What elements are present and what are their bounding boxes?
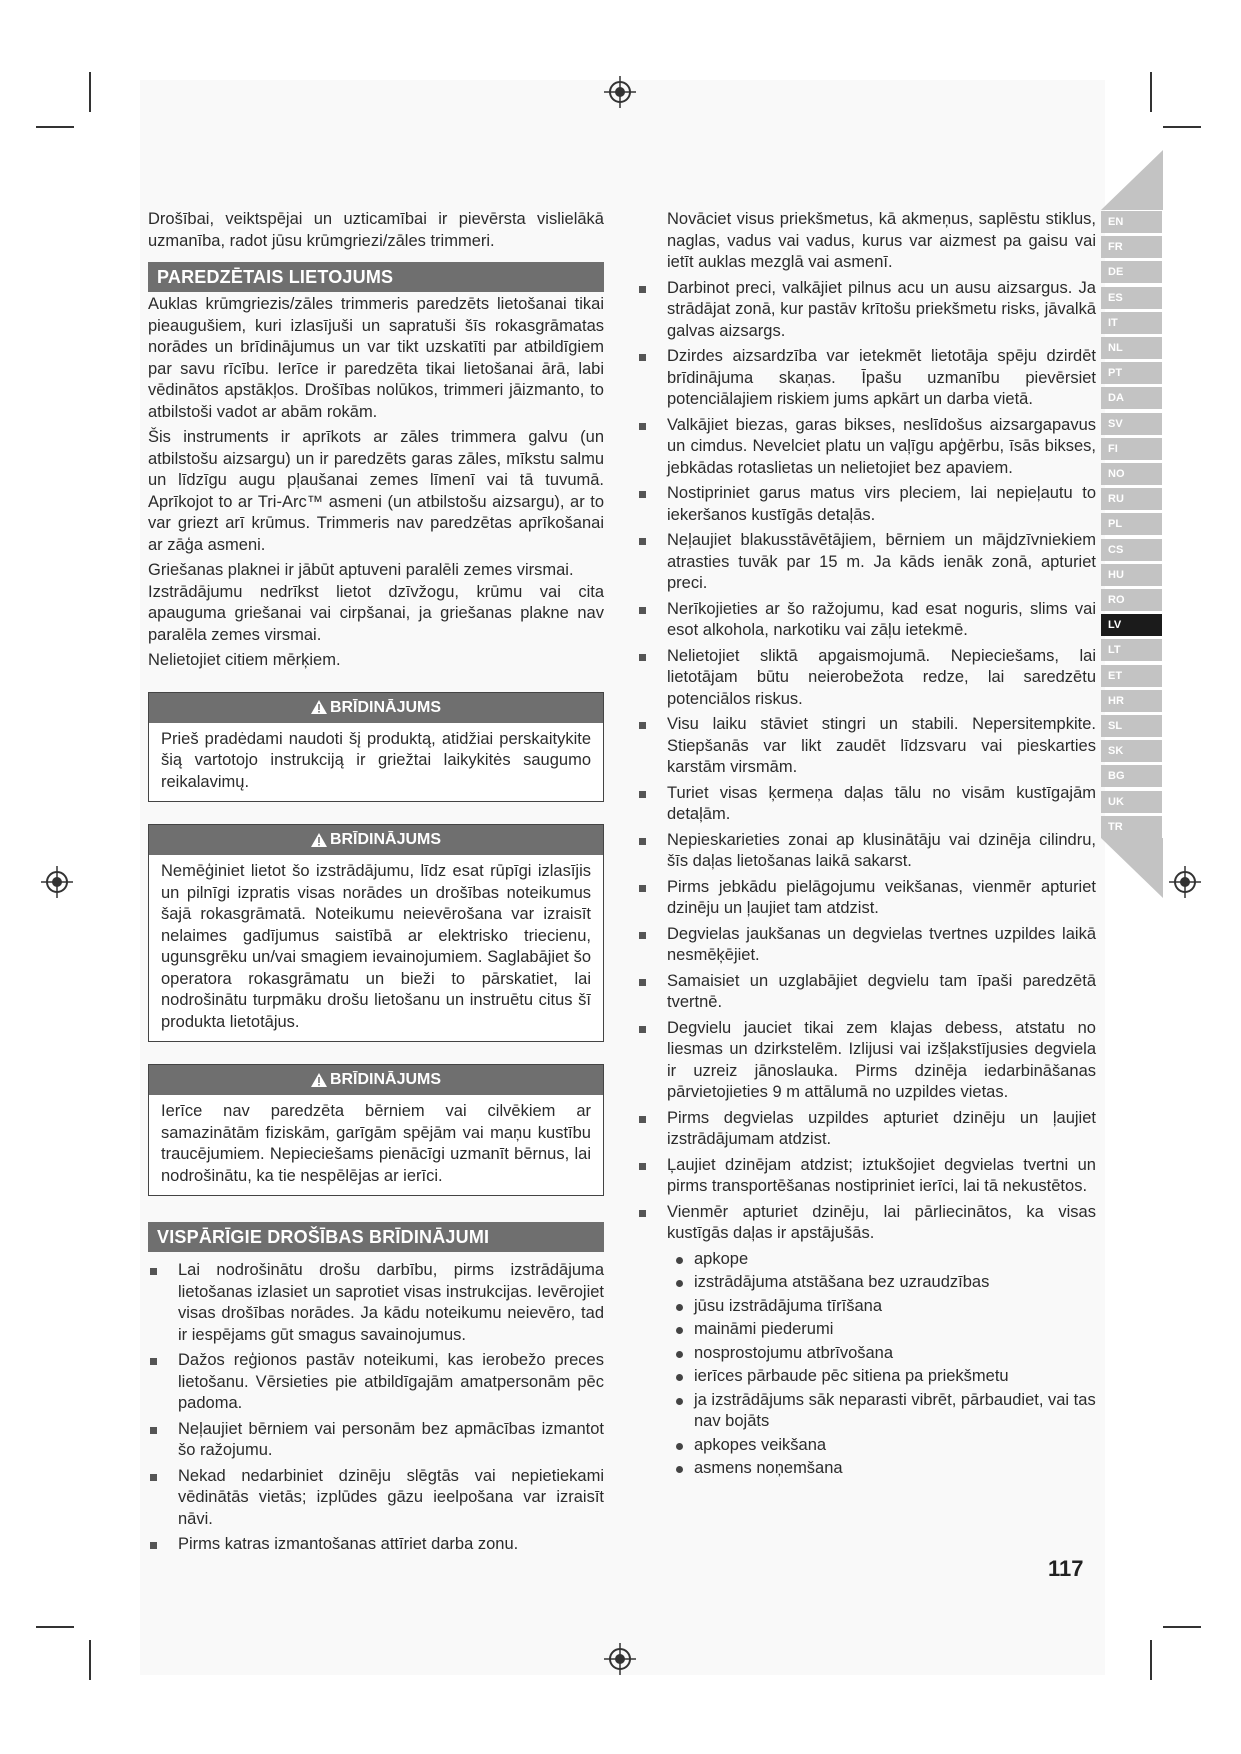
language-tab-hr[interactable]: HR	[1101, 690, 1162, 712]
list-item: Turiet visas ķermeņa daļas tālu no visām kustīgajām detaļām.	[637, 783, 1096, 826]
sub-list-item: ja izstrādājums sāk neparasti vibrēt, pārbaudiet, vai tas nav bojāts	[694, 1390, 1096, 1433]
crop-mark	[36, 1626, 74, 1628]
language-tab-sv[interactable]: SV	[1101, 413, 1162, 435]
warning-box	[148, 692, 604, 803]
language-tab-bottom-wedge	[1101, 838, 1163, 898]
left-column	[148, 209, 604, 1560]
warning-triangle-icon	[311, 833, 327, 847]
crop-mark	[89, 1640, 91, 1680]
list-item: Degvielas jaukšanas un degvielas tvertnes uzpildes laikā nesmēķējiet.	[637, 924, 1096, 967]
intended-use-paragraph: Griešanas plaknei ir jābūt aptuveni paralēli zemes virsmai.	[148, 561, 574, 579]
sub-list-item: ierīces pārbaude pēc sitiena pa priekšmetu	[694, 1366, 1096, 1388]
warning-triangle-icon	[311, 1073, 327, 1087]
crop-mark	[36, 126, 74, 128]
sub-list-item: maināmi piederumi	[694, 1319, 1096, 1341]
intended-use-heading: PAREDZĒTAIS LIETOJUMS	[148, 262, 604, 292]
list-item: Dzirdes aizsardzība var ietekmēt lietotāja spēju dzirdēt brīdinājuma skaņas. Īpašu uzmanību pievērsiet potenciālajiem riskiem jums apkārt un darba vietā.	[637, 346, 1096, 411]
list-item: Valkājiet biezas, garas bikses, neslīdošus aizsargapavus un cimdus. Nevelciet platu un vaļīgu apģērbu, īsās bikses, jebkādas rotaslietas un nelietojiet bez apaviem.	[637, 415, 1096, 480]
language-tab-cs[interactable]: CS	[1101, 539, 1162, 561]
sub-list-item: apkopes veikšana	[694, 1435, 1096, 1457]
warning-header	[149, 693, 603, 723]
registration-mark-icon	[40, 865, 74, 899]
language-tab-fr[interactable]: FR	[1101, 236, 1162, 258]
language-tab-tr[interactable]: TR	[1101, 816, 1162, 838]
warning-title: BRĪDINĀJUMS	[329, 831, 442, 848]
list-item: Samaisiet un uzglabājiet degvielu tam īpaši paredzētā tvertnē.	[637, 971, 1096, 1014]
language-tab-uk[interactable]: UK	[1101, 791, 1162, 813]
warning-box	[148, 1064, 604, 1196]
list-item: Nostipriniet garus matus virs pleciem, lai nepieļautu to iekeršanos kustīgās detaļās.	[637, 483, 1096, 526]
list-item: Dažos reģionos pastāv noteikumi, kas ierobežo preces lietošanu. Vērsieties pie atbildīgajām amatpersonām pēc padoma.	[148, 1350, 604, 1415]
crop-mark	[1150, 1640, 1152, 1680]
language-tab-es[interactable]: ES	[1101, 287, 1162, 309]
sub-list-item: apkope	[694, 1249, 1096, 1271]
sub-list-item: asmens noņemšana	[694, 1458, 1096, 1480]
language-tab-bg[interactable]: BG	[1101, 765, 1162, 787]
list-item: Nekad nedarbiniet dzinēju slēgtās vai nepietiekami vēdinātās vietās; izplūdes gāzu ieelpošana var izraisīt nāvi.	[148, 1466, 604, 1531]
list-item: Ļaujiet dzinējam atdzist; iztukšojiet degvielas tvertni un pirms transportēšanas nostipriniet ierīci, lai tā nekustētos.	[637, 1155, 1096, 1198]
page-number: 117	[1048, 1556, 1084, 1581]
language-tab-lt[interactable]: LT	[1101, 639, 1162, 661]
language-tab-de[interactable]: DE	[1101, 261, 1162, 283]
general-safety-list-right	[637, 278, 1096, 1245]
general-safety-heading: VISPĀRĪGIE DROŠĪBAS BRĪDINĀJUMI	[148, 1222, 604, 1252]
sub-list-item: izstrādājuma atstāšana bez uzraudzības	[694, 1272, 1096, 1294]
language-tab-sk[interactable]: SK	[1101, 740, 1162, 762]
language-tab-ro[interactable]: RO	[1101, 589, 1162, 611]
language-tab-et[interactable]: ET	[1101, 665, 1162, 687]
continuation-paragraph: Novāciet visus priekšmetus, kā akmeņus, saplēstu stiklus, naglas, vadus vai vadus, kurus var aizmest pa gaisu vai ietīt auklas mezglā vai asmenī.	[667, 210, 1096, 271]
warning-title: BRĪDINĀJUMS	[329, 698, 442, 716]
crop-mark	[89, 72, 91, 112]
language-tab-sl[interactable]: SL	[1101, 715, 1162, 737]
language-tab-top-wedge	[1101, 150, 1163, 210]
language-tab-fi[interactable]: FI	[1101, 438, 1162, 460]
intended-use-paragraph: Auklas krūmgriezis/zāles trimmeris paredzēts lietošanai tikai pieaugušiem, kuri izlasījuši un sapratuši šīs rokasgrāmatas norādes un brīdinājumus un var tikt uzskatīti par atbildīgiem par savu rīcību. Ierīce ir paredzēta tikai lietošanai ārā, labi vēdinātos apstākļos. Drošības nolūkos, trimmeri jāizmanto, to atbilstoši vadot ar abām rokām.	[148, 295, 604, 421]
language-tab-pl[interactable]: PL	[1101, 513, 1162, 535]
crop-mark	[1163, 1626, 1201, 1628]
warning-text: Nemēģiniet lietot šo izstrādājumu, līdz esat rūpīgi izlasījis un pilnīgi izpratis visas norādes un drošības noteikumus šajā rokasgrāmatā. Noteikumu neievērošana var izraisīt nelaimes gadījumus saistībā ar elektrisko triecienu, ugunsgrēku un/vai smagiem ievainojumiem. Saglabājiet šo operatora rokasgrāmatu un bieži to pārskatiet, lai nodrošinātu turpmāku drošu lietošanu un instruētu citus šī produkta lietotājus.	[161, 862, 591, 1031]
warning-header	[149, 825, 603, 855]
list-item: Pirms degvielas uzpildes apturiet dzinēju un ļaujiet izstrādājumam atdzist.	[637, 1108, 1096, 1151]
general-safety-list-left	[148, 1260, 604, 1556]
list-item: Neļaujiet bērniem vai personām bez apmācības izmantot šo ražojumu.	[148, 1419, 604, 1462]
list-item: Nepieskarieties zonai ap klusinātāju vai dzinēja cilindru, šīs daļas lietošanas laikā sakarst.	[637, 830, 1096, 873]
warning-text: Ierīce nav paredzēta bērniem vai cilvēkiem ar samazinātām fiziskām, garīgām spējām vai maņu kustību traucējumiem. Nepieciešams pienācīgi uzmanīt bērnus, lai nodrošinātu, ka tie nespēlējas ar ierīci.	[161, 1102, 591, 1185]
language-tab-hu[interactable]: HU	[1101, 564, 1162, 586]
language-tab-da[interactable]: DA	[1101, 387, 1162, 409]
language-tab-no[interactable]: NO	[1101, 463, 1162, 485]
language-tab-lv[interactable]: LV	[1101, 614, 1162, 636]
crop-mark	[1163, 126, 1201, 128]
language-tab-nl[interactable]: NL	[1101, 337, 1162, 359]
right-column	[637, 209, 1096, 1482]
language-tab-en[interactable]: EN	[1101, 211, 1162, 233]
language-tab-it[interactable]: IT	[1101, 312, 1162, 334]
list-item: Vienmēr apturiet dzinēju, lai pārliecinātos, ka visas kustīgās daļas ir apstājušās.	[637, 1202, 1096, 1245]
warning-title: BRĪDINĀJUMS	[329, 1071, 442, 1088]
registration-mark-icon	[603, 1642, 637, 1676]
list-item: Visu laiku stāviet stingri un stabili. Nepersitempkite. Stiepšanās var likt zaudēt līdzsvaru vai pieskarties karstām virsmām.	[637, 714, 1096, 779]
crop-mark	[1150, 72, 1152, 112]
list-item: Pirms jebkādu pielāgojumu veikšanas, vienmēr apturiet dzinēju un ļaujiet tam atdzist.	[637, 877, 1096, 920]
list-item: Lai nodrošinātu drošu darbību, pirms izstrādājuma lietošanas izlasiet un saprotiet visas instrukcijas. Ievērojiet visas drošības norādes. Ja kādu noteikumu neievēro, tad ir iespējams gūt smagus savainojumus.	[148, 1260, 604, 1346]
stop-engine-situations-list	[694, 1249, 1096, 1480]
language-tab-ru[interactable]: RU	[1101, 488, 1162, 510]
warning-box	[148, 824, 604, 1042]
registration-mark-icon	[1168, 865, 1202, 899]
warning-header	[149, 1065, 603, 1095]
list-item: Degvielu jauciet tikai zem klajas debess, atstatu no liesmas un dzirkstelēm. Izlijusi vai izšļakstījusies degviela ir uzreiz jānoslauka. Pirms dzinēja iedarbināšanas pārvietojieties 9 m attālumā no uzpildes vietas.	[637, 1018, 1096, 1104]
intended-use-paragraph: Šis instruments ir aprīkots ar zāles trimmera galvu (un atbilstošu aizsargu) un ir paredzēts garas zāles, mīkstu salmu un līdzīgu augu pļaušanai zemes līmenī vai tā tuvumā. Aprīkojot to ar Tri-Arc™ asmeni (un atbilstošu aizsargu), ar to var griezt arī krūmus. Trimmeris nav paredzētas aprīkošanai ar zāģa asmeni.	[148, 428, 604, 554]
list-item: Nerīkojieties ar šo ražojumu, kad esat noguris, slims vai esot alkohola, narkotiku vai zāļu ietekmē.	[637, 599, 1096, 642]
warning-triangle-icon	[311, 700, 327, 714]
language-tab-pt[interactable]: PT	[1101, 362, 1162, 384]
registration-mark-icon	[603, 75, 637, 109]
intended-use-paragraph: Nelietojiet citiem mērķiem.	[148, 651, 341, 669]
list-item: Nelietojiet sliktā apgaismojumā. Nepieciešams, lai lietotājam būtu neierobežota redze, lai saredzētu potenciālos riskus.	[637, 646, 1096, 711]
list-item: Darbinot preci, valkājiet pilnus acu un ausu aizsargus. Ja strādājat zonā, kur pastāv krītošu priekšmetu risks, jāvalkā galvas aizsargs.	[637, 278, 1096, 343]
intro-paragraph: Drošībai, veiktspējai un uzticamībai ir pievērsta vislielākā uzmanība, radot jūsu krūmgriezi/zāles trimmeri.	[148, 210, 604, 250]
intended-use-paragraph: Izstrādājumu nedrīkst lietot dzīvžogu, krūmu vai cita apauguma griešanai vai cirpšanai, ja griešanas plakne nav paralēla zemes virsmai.	[148, 582, 604, 644]
list-item: Pirms katras izmantošanas attīriet darba zonu.	[148, 1534, 604, 1556]
warning-text: Prieš pradėdami naudoti šį produktą, atidžiai perskaitykite šią vartotojo instrukciją ir griežtai laikykitės saugumo reikalavimų.	[161, 729, 591, 791]
sub-list-item: jūsu izstrādājuma tīrīšana	[694, 1296, 1096, 1318]
sub-list-item: nosprostojumu atbrīvošana	[694, 1343, 1096, 1365]
list-item: Neļaujiet blakusstāvētājiem, bērniem un mājdzīvniekiem atrasties tuvāk par 15 m. Ja kāds ienāk zonā, apturiet preci.	[637, 530, 1096, 595]
